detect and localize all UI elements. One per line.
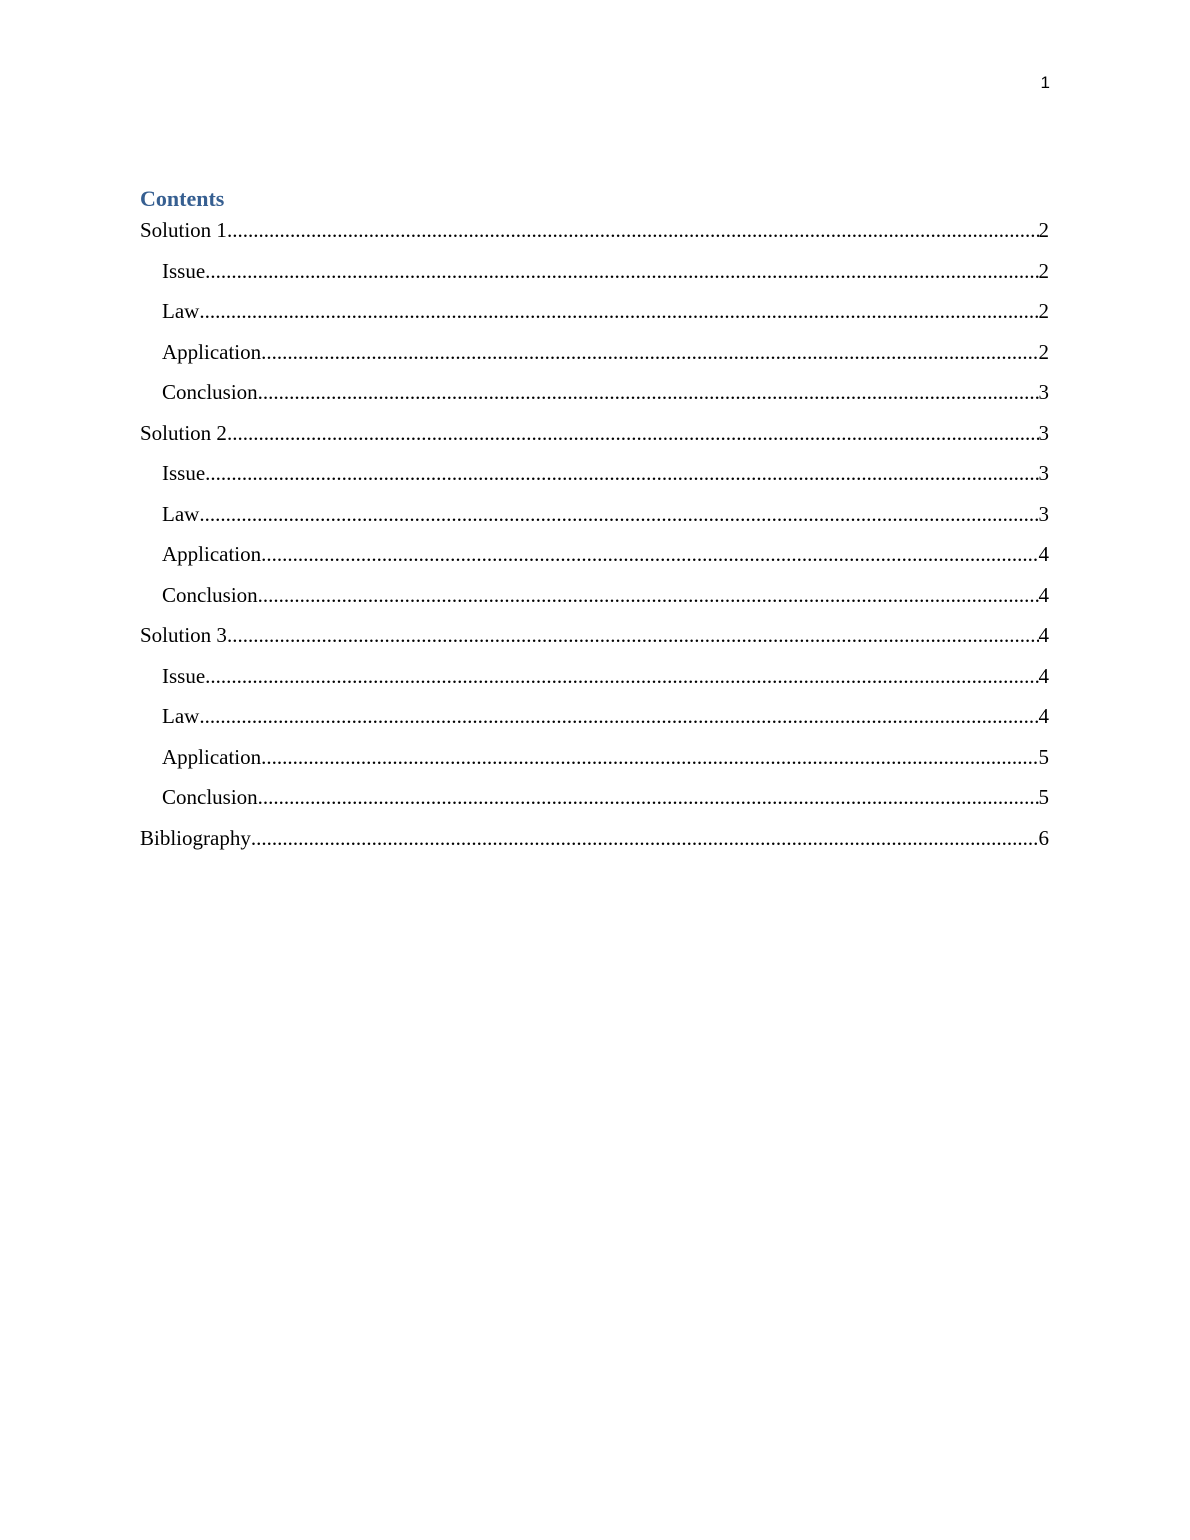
toc-entry-page: 4 xyxy=(1038,663,1049,688)
toc-entries xyxy=(140,215,1049,863)
toc-entry-label: Application xyxy=(162,744,262,769)
toc-dot-leader xyxy=(205,256,1038,286)
toc-entry-page: 2 xyxy=(1038,299,1049,323)
toc-entry-solution-1[interactable] xyxy=(140,215,1049,256)
toc-entry-page: 4 xyxy=(1038,704,1049,728)
toc-entry-law[interactable] xyxy=(140,499,1049,540)
toc-entry-application[interactable] xyxy=(140,539,1049,580)
toc-entry-label: Law xyxy=(162,704,200,728)
toc-entry-label: Solution 1 xyxy=(140,218,227,242)
toc-entry-page: 5 xyxy=(1038,744,1049,769)
toc-entry-label: Issue xyxy=(162,258,206,283)
toc-entry-page: 4 xyxy=(1038,582,1049,607)
toc-entry-label: Conclusion xyxy=(162,582,258,607)
toc-entry-page: 3 xyxy=(1038,501,1049,526)
toc-dot-leader xyxy=(227,215,1039,245)
toc-entry-solution-2[interactable] xyxy=(140,418,1049,459)
toc-entry-label: Conclusion xyxy=(162,785,258,809)
toc-entry-label: Application xyxy=(162,542,262,566)
toc-dot-leader xyxy=(258,377,1039,407)
toc-entry-label: Solution 2 xyxy=(140,420,227,445)
toc-entry-application[interactable] xyxy=(140,337,1049,378)
toc-entry-label: Solution 3 xyxy=(140,623,227,647)
toc-entry-label: Conclusion xyxy=(162,380,258,404)
toc-entry-conclusion[interactable] xyxy=(140,782,1049,823)
toc-entry-label: Issue xyxy=(162,663,206,688)
toc-entry-law[interactable] xyxy=(140,701,1049,742)
toc-entry-solution-3[interactable] xyxy=(140,620,1049,661)
toc-entry-label: Law xyxy=(162,299,200,323)
toc-dot-leader xyxy=(199,701,1038,731)
toc-entry-page: 3 xyxy=(1038,380,1049,404)
toc-entry-page: 4 xyxy=(1038,542,1049,566)
toc-entry-page: 6 xyxy=(1038,825,1049,850)
toc-entry-label: Law xyxy=(162,501,200,526)
toc-entry-application[interactable] xyxy=(140,742,1049,783)
table-of-contents xyxy=(140,184,1049,863)
toc-entry-page: 2 xyxy=(1038,258,1049,283)
toc-entry-label: Application xyxy=(162,339,262,364)
toc-heading: Contents xyxy=(140,186,225,211)
toc-dot-leader xyxy=(227,418,1039,448)
toc-dot-leader xyxy=(227,620,1039,650)
toc-dot-leader xyxy=(205,661,1038,691)
page-number: 1 xyxy=(1040,73,1050,92)
toc-entry-conclusion[interactable] xyxy=(140,580,1049,621)
toc-dot-leader xyxy=(261,337,1038,367)
toc-entry-issue[interactable] xyxy=(140,661,1049,702)
toc-entry-issue[interactable] xyxy=(140,256,1049,297)
toc-entry-label: Issue xyxy=(162,461,206,485)
toc-dot-leader xyxy=(199,499,1038,529)
toc-entry-page: 4 xyxy=(1038,623,1049,647)
toc-entry-page: 3 xyxy=(1038,420,1049,445)
toc-entry-label: Bibliography xyxy=(140,825,251,850)
toc-entry-page: 2 xyxy=(1038,339,1049,364)
toc-dot-leader xyxy=(261,742,1038,772)
toc-entry-page: 5 xyxy=(1038,785,1049,809)
toc-entry-bibliography[interactable] xyxy=(140,823,1049,864)
toc-dot-leader xyxy=(258,580,1039,610)
toc-entry-page: 2 xyxy=(1038,218,1049,242)
toc-entry-issue[interactable] xyxy=(140,458,1049,499)
toc-entry-page: 3 xyxy=(1038,461,1049,485)
toc-dot-leader xyxy=(261,539,1038,569)
toc-dot-leader xyxy=(199,296,1038,326)
toc-entry-conclusion[interactable] xyxy=(140,377,1049,418)
toc-dot-leader xyxy=(258,782,1039,812)
toc-dot-leader xyxy=(251,823,1039,853)
toc-dot-leader xyxy=(205,458,1038,488)
toc-entry-law[interactable] xyxy=(140,296,1049,337)
